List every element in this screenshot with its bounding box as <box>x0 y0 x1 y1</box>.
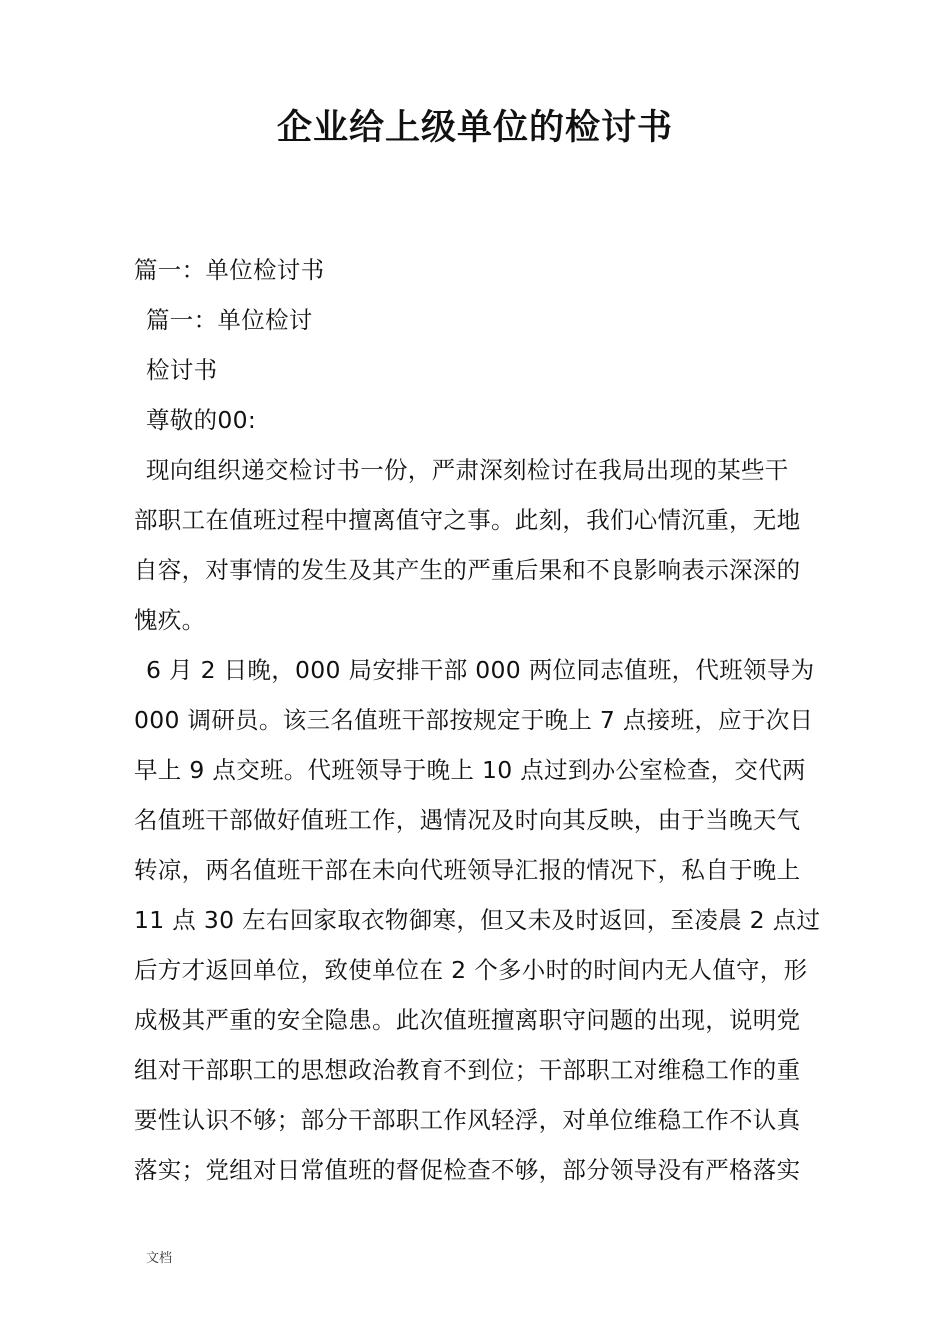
body-line-17: 组对干部职工的思想政治教育不到位；干部职工对维稳工作的重 <box>134 1056 801 1084</box>
body-line-3: 检讨书 <box>146 356 218 384</box>
body-line-7: 自容，对事情的发生及其产生的严重后果和不良影响表示深深的 <box>134 556 801 584</box>
body-line-15: 后方才返回单位，致使单位在 2 个多小时的时间内无人值守，形 <box>134 956 808 984</box>
footer-label: 文档 <box>146 1251 173 1266</box>
body-line-5: 现向组织递交检讨书一份，严肃深刻检讨在我局出现的某些干 <box>146 456 789 484</box>
body-line-8: 愧疚。 <box>134 606 206 634</box>
body-line-2: 篇一：单位检讨 <box>146 306 313 334</box>
body-line-10: 000 调研员。该三名值班干部按规定于晚上 7 点接班，应于次日 <box>134 706 814 734</box>
body-line-18: 要性认识不够；部分干部职工作风轻浮，对单位维稳工作不认真 <box>134 1106 801 1134</box>
document-body <box>134 245 826 1195</box>
body-line-4: 尊敬的00: <box>146 406 257 434</box>
body-line-6: 部职工在值班过程中擅离值守之事。此刻，我们心情沉重，无地 <box>134 506 801 534</box>
body-line-16: 成极其严重的安全隐患。此次值班擅离职守问题的出现，说明党 <box>134 1006 801 1034</box>
body-line-1: 篇一：单位检讨书 <box>134 256 325 284</box>
body-line-11: 早上 9 点交班。代班领导于晚上 10 点过到办公室检查，交代两 <box>134 756 806 784</box>
body-line-14: 11 点 30 左右回家取衣物御寒，但又未及时返回，至凌晨 2 点过 <box>134 906 821 934</box>
document-title: 企业给上级单位的检讨书 <box>276 108 673 148</box>
body-line-13: 转凉，两名值班干部在未向代班领导汇报的情况下，私自于晚上 <box>134 856 801 884</box>
body-line-12: 名值班干部做好值班工作，遇情况及时向其反映，由于当晚天气 <box>134 806 801 834</box>
body-line-9: 6 月 2 日晚，000 局安排干部 000 两位同志值班，代班领导为 <box>146 656 815 684</box>
body-line-19: 落实；党组对日常值班的督促检查不够，部分领导没有严格落实 <box>134 1156 801 1184</box>
